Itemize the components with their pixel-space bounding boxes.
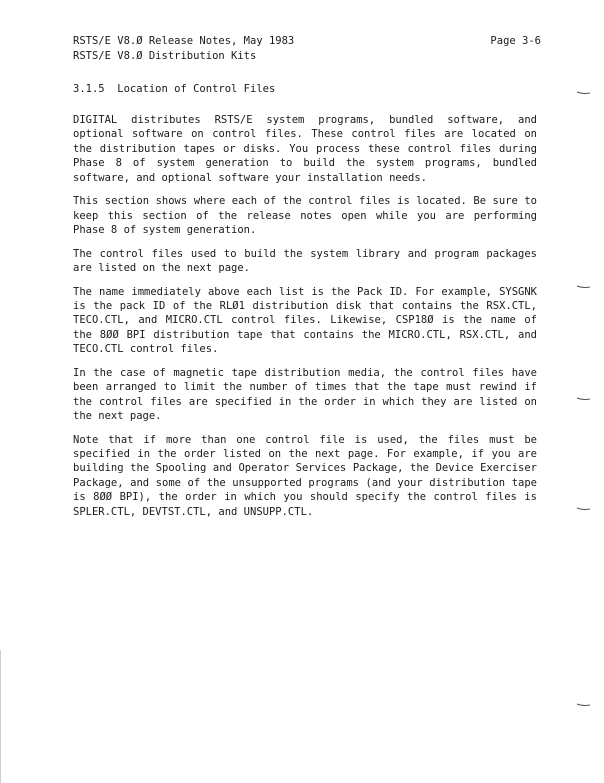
- scan-edge-line: [0, 650, 1, 783]
- page-number: Page 3-6: [490, 35, 541, 47]
- margin-tick-mark: [576, 507, 591, 511]
- section-heading: 3.1.5 Location of Control Files: [73, 83, 276, 95]
- paragraph: This section shows where each of the control files is located. Be sure to keep this section of the release notes open while you are performing Phase 8 of system generation.: [73, 195, 537, 237]
- paragraph: The name immediately above each list is the Pack ID. For example, SYSGNK is the pack ID of the RLØ1 distribution disk that contains the RSX.CTL, TECO.CTL, and MICRO.CTL control files. Likewise, CSP18Ø is the name of the 8ØØ BPI distribution tape that contains the MICRO.CTL, RSX.CTL, and TECO.CTL control files.: [73, 285, 537, 356]
- header-subtitle-line: RSTS/E V8.Ø Distribution Kits: [73, 50, 257, 62]
- paragraph: In the case of magnetic tape distribution media, the control files have been arranged to limit the number of times that the tape must rewind if the control files are specified in the order in which they are listed on the next page.: [73, 366, 537, 423]
- paragraph: Note that if more than one control file is used, the files must be specified in the order listed on the next page. For example, if you are building the Spooling and Operator Services Package, the Device Exerciser Package, and some of the unsupported programs (and your distribution tape is 8ØØ BPI), the order in which you should specify the control files is SPLER.CTL, DEVTST.CTL, and UNSUPP.CTL.: [73, 433, 537, 518]
- margin-tick-mark: [576, 91, 591, 95]
- paragraph: DIGITAL distributes RSTS/E system programs, bundled software, and optional software on control files. These control files are located on the distribution tapes or disks. You process these control files during Phase 8 of system generation to build the system programs, bundled software, and optional software your installation needs.: [73, 114, 537, 184]
- body-text: [73, 113, 537, 528]
- header-title-line: RSTS/E V8.Ø Release Notes, May 1983: [73, 35, 295, 47]
- margin-tick-mark: [576, 285, 591, 289]
- margin-tick-mark: [576, 397, 591, 401]
- paragraph: The control files used to build the system library and program packages are listed on the next page.: [73, 247, 537, 275]
- running-header: [73, 34, 294, 64]
- margin-tick-mark: [576, 703, 591, 707]
